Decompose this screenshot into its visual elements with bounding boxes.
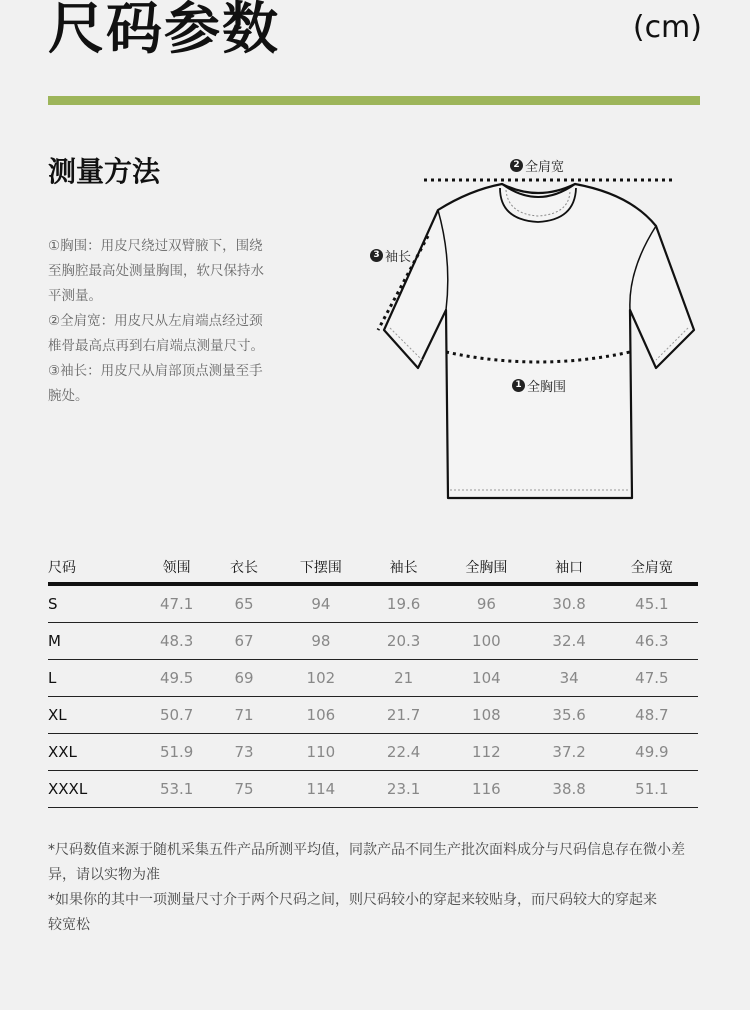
table-row [48, 734, 698, 771]
column-header: 衣长 [230, 560, 259, 576]
table-cell: 23.1 [367, 771, 440, 808]
table-cell: 73 [213, 734, 274, 771]
chest-label [512, 376, 566, 395]
table-cell: 49.5 [140, 660, 213, 697]
unit-label: (cm) [632, 10, 702, 45]
table-cell: 34 [532, 660, 605, 697]
label-text: 全胸围 [527, 380, 567, 395]
footnote-line: 异，请以实物为准 [48, 867, 160, 883]
table-cell: 47.5 [606, 660, 698, 697]
method-line: ①胸围：用皮尺绕过双臂腋下，围绕 [48, 238, 263, 254]
footnote-line: 较宽松 [48, 917, 90, 933]
method-title: 测量方法 [48, 155, 161, 188]
sleeve-length-label [370, 246, 411, 265]
shoulder-width-label [510, 156, 564, 175]
table-cell: 49.9 [606, 734, 698, 771]
footnote-line: *如果你的其中一项测量尺寸介于两个尺码之间，则尺码较小的穿起来较贴身，而尺码较大的穿起来 [48, 892, 657, 908]
column-header: 袖长 [389, 560, 418, 576]
number-badge: 2 [510, 159, 523, 172]
size-table [48, 552, 698, 808]
column-header: 尺码 [48, 560, 76, 576]
column-header: 袖口 [555, 560, 584, 576]
method-line: 腕处。 [48, 388, 89, 404]
table-cell: 114 [275, 771, 367, 808]
page-title: 尺码参数 [48, 0, 280, 62]
table-cell: 67 [213, 623, 274, 660]
table-row [48, 660, 698, 697]
size-cell: XXL [48, 734, 140, 771]
table-cell: 65 [213, 584, 274, 623]
table-cell: 96 [440, 584, 532, 623]
table-cell: 53.1 [140, 771, 213, 808]
table-cell: 69 [213, 660, 274, 697]
column-header: 全肩宽 [630, 560, 673, 576]
method-description [48, 234, 288, 409]
method-line: 椎骨最高点再到右肩端点测量尺寸。 [48, 338, 264, 354]
table-cell: 75 [213, 771, 274, 808]
table-row [48, 697, 698, 734]
table-cell: 37.2 [532, 734, 605, 771]
footnotes [48, 838, 708, 938]
number-badge: 3 [370, 249, 383, 262]
table-cell: 71 [213, 697, 274, 734]
label-text: 全肩宽 [525, 160, 565, 175]
accent-divider [48, 96, 700, 105]
tshirt-outline-illustration [360, 150, 710, 510]
method-line: 至胸腔最高处测量胸围，软尺保持水 [48, 263, 264, 279]
method-line: 平测量。 [48, 288, 102, 304]
method-line: ②全肩宽：用皮尺从左肩端点经过颈 [48, 313, 263, 329]
tshirt-diagram [360, 150, 710, 510]
table-cell: 46.3 [606, 623, 698, 660]
table-cell: 51.1 [606, 771, 698, 808]
column-header: 下摆围 [299, 560, 342, 576]
size-cell: XXXL [48, 771, 140, 808]
table-cell: 116 [440, 771, 532, 808]
table-cell: 98 [275, 623, 367, 660]
table-cell: 19.6 [367, 584, 440, 623]
table-cell: 50.7 [140, 697, 213, 734]
table-cell: 112 [440, 734, 532, 771]
size-cell: L [48, 660, 140, 697]
table-cell: 21.7 [367, 697, 440, 734]
column-header: 领围 [162, 560, 191, 576]
table-cell: 108 [440, 697, 532, 734]
table-cell: 94 [275, 584, 367, 623]
table-cell: 22.4 [367, 734, 440, 771]
table-cell: 21 [367, 660, 440, 697]
table-cell: 45.1 [606, 584, 698, 623]
table-row [48, 771, 698, 808]
table-cell: 48.7 [606, 697, 698, 734]
table-cell: 51.9 [140, 734, 213, 771]
table-row [48, 623, 698, 660]
table-cell: 100 [440, 623, 532, 660]
table-cell: 47.1 [140, 584, 213, 623]
table-cell: 48.3 [140, 623, 213, 660]
table-cell: 106 [275, 697, 367, 734]
table-header-row [48, 552, 698, 584]
footnote-line: *尺码数值来源于随机采集五件产品所测平均值，同款产品不同生产批次面料成分与尺码信息存在微小差 [48, 842, 685, 858]
table-cell: 35.6 [532, 697, 605, 734]
table-cell: 102 [275, 660, 367, 697]
table-cell: 32.4 [532, 623, 605, 660]
column-header: 全胸围 [465, 560, 508, 576]
method-line: ③袖长：用皮尺从肩部顶点测量至手 [48, 363, 263, 379]
table-cell: 110 [275, 734, 367, 771]
size-cell: XL [48, 697, 140, 734]
table-cell: 38.8 [532, 771, 605, 808]
label-text: 袖长 [385, 250, 412, 265]
table-cell: 20.3 [367, 623, 440, 660]
table-row [48, 584, 698, 623]
size-cell: M [48, 623, 140, 660]
table-cell: 104 [440, 660, 532, 697]
number-badge: 1 [512, 379, 525, 392]
table-cell: 30.8 [532, 584, 605, 623]
size-cell: S [48, 584, 140, 623]
